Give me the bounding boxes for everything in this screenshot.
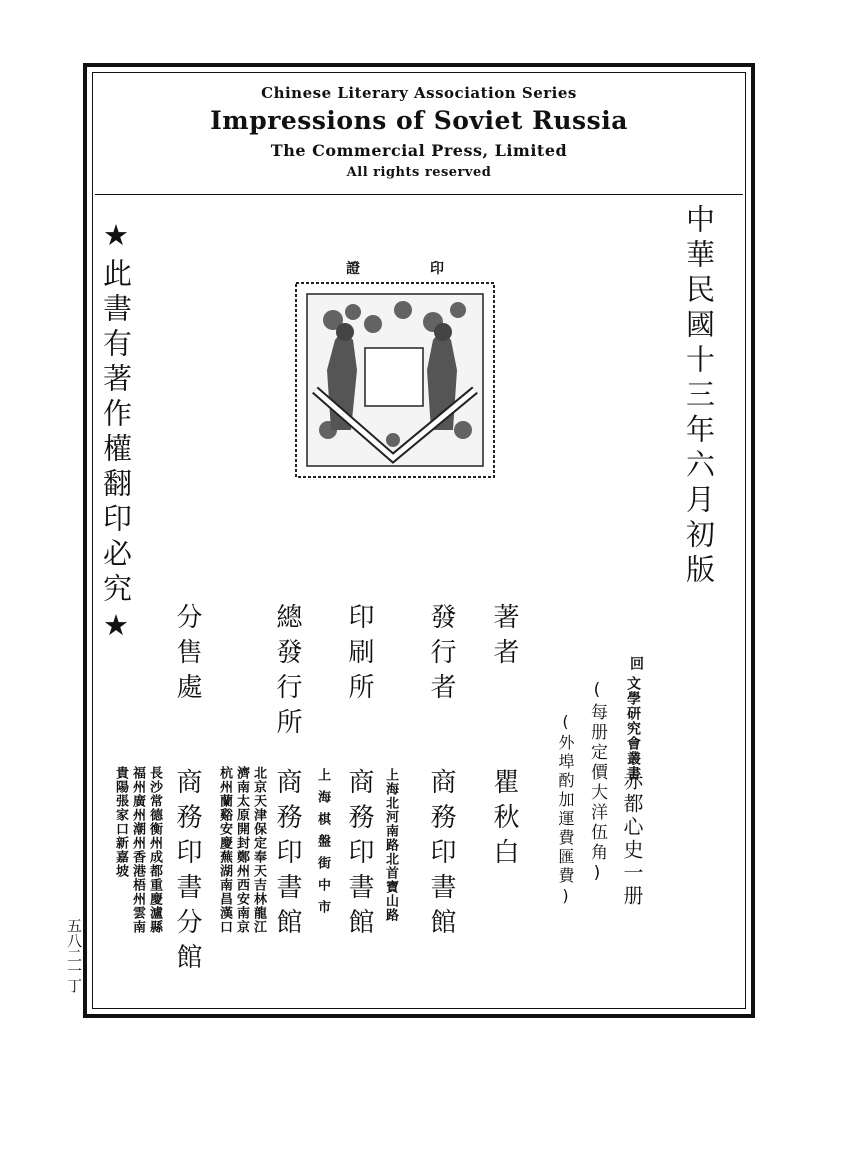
series-name: 文學研究會叢書 — [625, 676, 641, 781]
printer-label: 印刷所 — [344, 603, 374, 708]
branch-list-3: 杭州蘭谿安慶蕪湖南昌漢口 — [217, 766, 232, 934]
general-issuer-address: 上海棋盤街中市 — [315, 768, 330, 922]
edition-date: 中華民國十三年六月初版 — [682, 204, 716, 589]
page-number: 五八二一丁 — [65, 918, 83, 993]
price: (每册定價大洋伍角) — [587, 680, 607, 886]
sales-label: 分售處 — [172, 603, 202, 708]
stamp-label-right: 印 — [430, 261, 444, 277]
publisher-name: The Commercial Press, Limited — [270, 141, 568, 160]
author-name: 瞿秋白 — [489, 768, 519, 873]
printer-name: 商務印書館 — [344, 768, 374, 943]
branch-list-2: 濟南太原開封鄭州西安南京 — [234, 766, 249, 934]
branch-list-1: 北京天津保定奉天吉林龍江 — [251, 766, 266, 934]
series-mark: 回 — [628, 656, 644, 671]
book-title: 赤都心史一册 — [620, 770, 644, 908]
stamp-label-left: 證 — [346, 261, 360, 277]
general-issuer-label: 總發行所 — [272, 603, 302, 743]
issuer-label: 發行者 — [426, 603, 456, 708]
header-divider — [95, 194, 743, 195]
branch-list-6: 貴陽張家口新嘉坡 — [113, 766, 128, 878]
book-english-title: Impressions of Soviet Russia — [210, 106, 628, 135]
branch-list-5: 福州廣州潮州香港梧州雲南 — [130, 766, 145, 934]
author-label: 著者 — [489, 603, 519, 673]
general-issuer-name: 商務印書館 — [272, 768, 302, 943]
revenue-stamp-image — [293, 280, 497, 480]
shipping-note: (外埠酌加運費匯費) — [556, 712, 575, 908]
copyright-notice: ★此書有著作權翻印必究★ — [99, 218, 133, 648]
rights-notice: All rights reserved — [346, 165, 492, 180]
issuer-address: 上海北河南路北首寶山路 — [383, 768, 398, 922]
branch-list-4: 長沙常德衡州成都重慶瀘縣 — [147, 766, 162, 934]
series-title: Chinese Literary Association Series — [261, 84, 577, 102]
sales-name: 商務印書分館 — [172, 768, 202, 978]
issuer-name: 商務印書館 — [426, 768, 456, 943]
